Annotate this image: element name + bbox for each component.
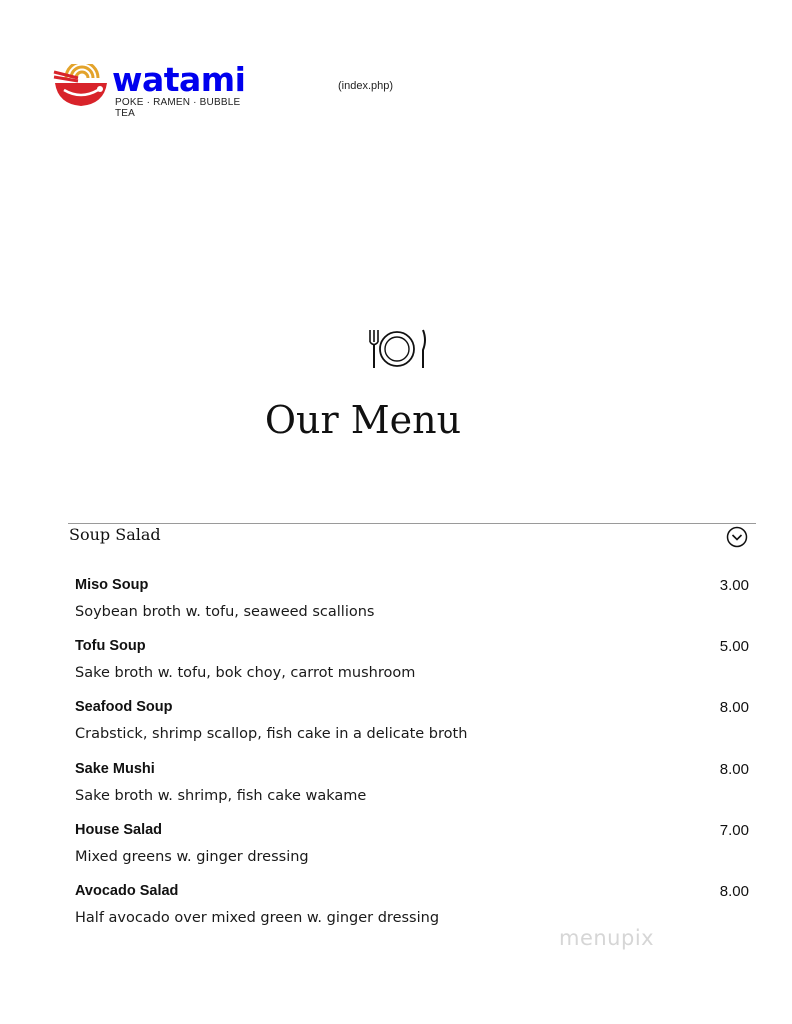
section-divider <box>68 523 756 524</box>
watami-logo[interactable] <box>52 60 262 119</box>
ramen-bowl-logo-icon <box>52 64 110 108</box>
menu-items-list <box>75 573 749 940</box>
menu-item <box>75 757 749 818</box>
item-price: 7.00 <box>719 821 749 839</box>
item-price: 8.00 <box>719 699 749 717</box>
menu-item <box>75 818 749 879</box>
menu-item <box>75 573 749 634</box>
item-name: Miso Soup <box>75 577 149 593</box>
item-price: 3.00 <box>719 577 749 594</box>
item-price: 8.00 <box>719 760 749 778</box>
item-description: Half avocado over mixed green w. ginger dressing <box>75 909 440 926</box>
item-description: Sake broth w. shrimp, fish cake wakame <box>75 787 367 804</box>
item-description: Sake broth w. tofu, bok choy, carrot mushroom <box>75 665 416 682</box>
item-name: Seafood Soup <box>75 699 173 716</box>
menupix-watermark: menupix <box>559 926 655 950</box>
item-price: 8.00 <box>719 882 749 900</box>
item-description: Crabstick, shrimp scallop, fish cake in a delicate broth <box>75 726 468 743</box>
item-price: 5.00 <box>719 638 749 656</box>
menu-item <box>75 634 749 695</box>
section-title[interactable]: Soup Salad <box>69 525 161 544</box>
page-title: Our Menu <box>264 398 462 442</box>
item-name: House Salad <box>75 821 163 838</box>
home-link[interactable]: (index.php) <box>338 80 394 92</box>
item-name: Avocado Salad <box>75 882 179 899</box>
logo-wordmark: watami <box>112 60 246 99</box>
item-description: Mixed greens w. ginger dressing <box>75 848 309 865</box>
item-name: Tofu Soup <box>75 638 146 655</box>
chevron-down-circle-icon[interactable] <box>726 526 748 548</box>
logo-tagline: POKE · RAMEN · BUBBLE TEA <box>115 97 241 119</box>
menu-item <box>75 695 749 756</box>
item-description: Soybean broth w. tofu, seaweed scallions <box>75 604 375 620</box>
item-name: Sake Mushi <box>75 760 155 777</box>
fork-plate-knife-icon <box>366 328 428 370</box>
